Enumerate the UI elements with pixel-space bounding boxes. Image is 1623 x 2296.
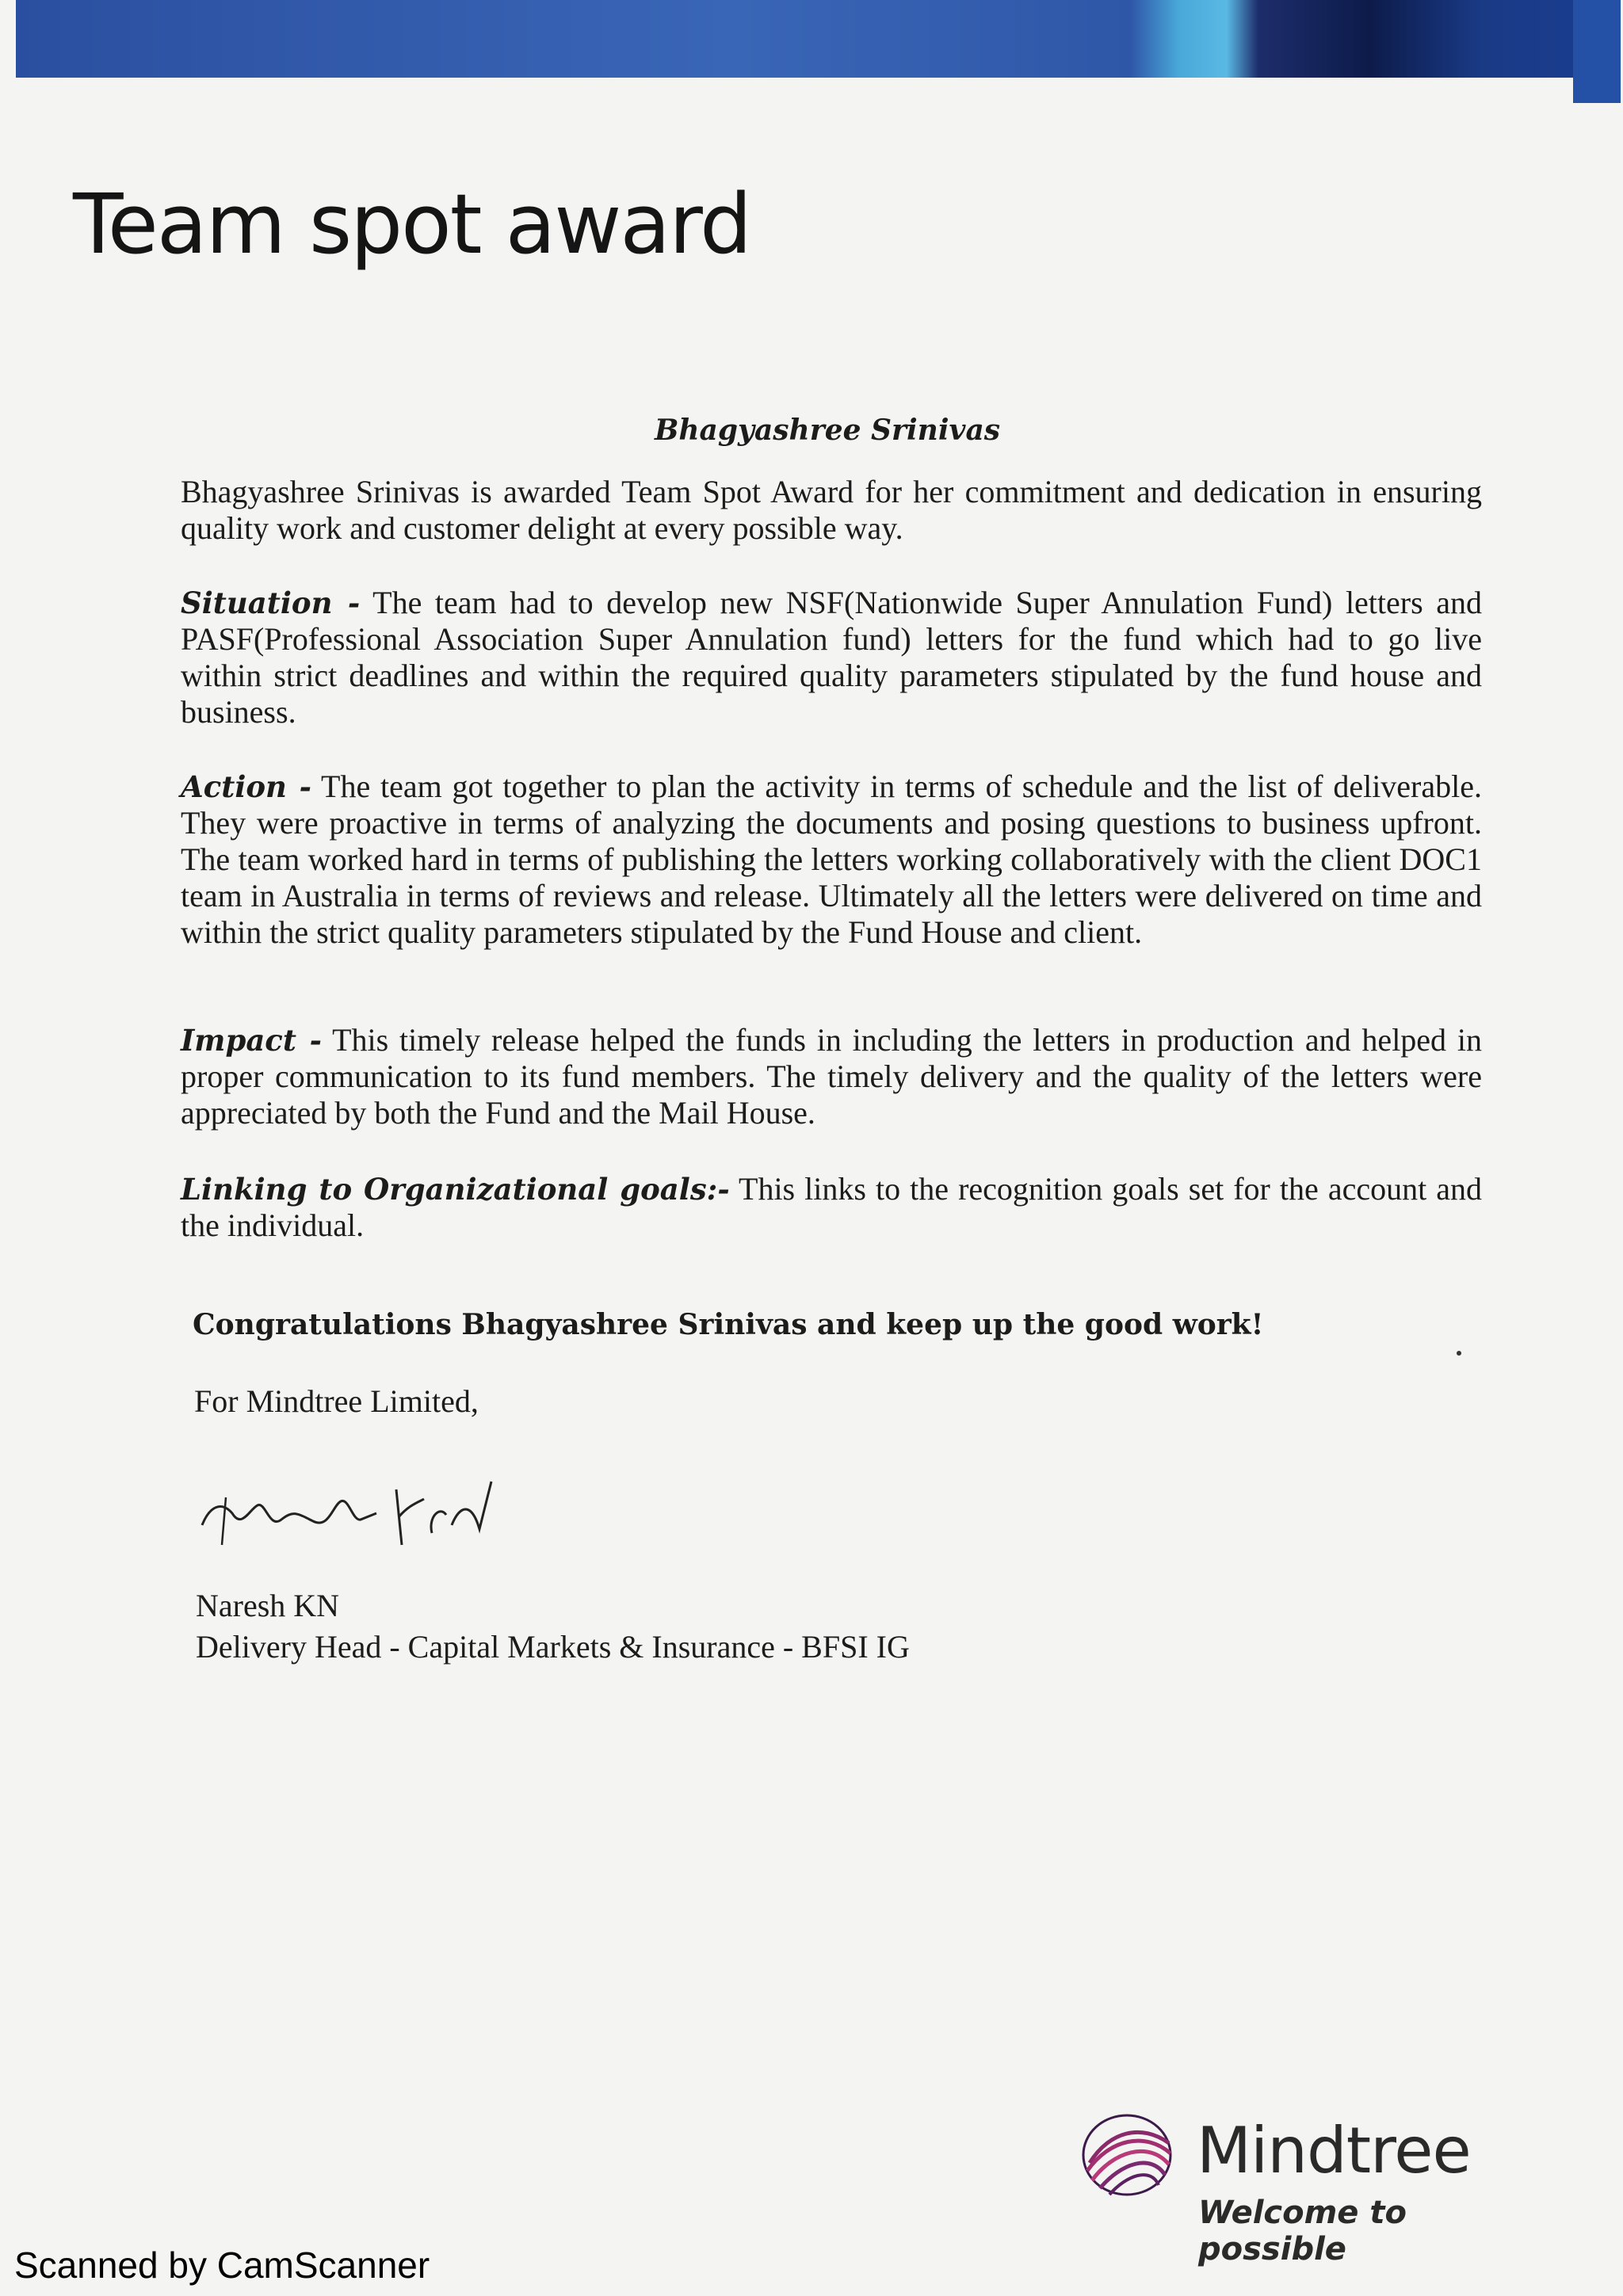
situation-label: Situation - xyxy=(181,585,361,620)
intro-paragraph: Bhagyashree Srinivas is awarded Team Spot Award for her commitment and dedication in ensuring quality work and customer delight at every possible way. xyxy=(181,474,1482,546)
congratulations-line: Congratulations Bhagyashree Srinivas and keep up the good work! xyxy=(193,1308,1264,1341)
header-color-band xyxy=(16,0,1609,78)
stray-dot xyxy=(1457,1351,1461,1356)
page-title: Team spot award xyxy=(73,176,751,273)
signer-name: Naresh KN xyxy=(196,1588,340,1623)
signer-role: Delivery Head - Capital Markets & Insurance - BFSI IG xyxy=(196,1629,910,1665)
brand-tagline: Welcome to possible xyxy=(1198,2195,1407,2267)
goals-paragraph xyxy=(181,1171,1482,1244)
action-paragraph xyxy=(181,769,1482,951)
action-text: The team got together to plan the activity in terms of schedule and the list of deliverable. They were proactive in terms of analyzing the documents and posing questions to business upfront. The team worked hard in terms of publishing the letters working collaboratively with the client DOC1 team in Australia in terms of reviews and release. Ultimately all the letters were delivered on time and within the strict quality parameters stipulated by the Fund House and client. xyxy=(181,769,1483,950)
company-line: For Mindtree Limited, xyxy=(194,1383,479,1419)
impact-paragraph xyxy=(181,1022,1482,1131)
action-label: Action - xyxy=(181,769,311,804)
header-color-band-edge xyxy=(1573,0,1621,103)
impact-text: This timely release helped the funds in including the letters in production and helped in proper communication to its fund members. The timely delivery and the quality of the letters were appreciated by both the Fund and the Mail House. xyxy=(181,1022,1482,1131)
brand-name: Mindtree xyxy=(1197,2114,1471,2187)
signature-image xyxy=(194,1458,527,1561)
impact-label: Impact - xyxy=(181,1023,322,1058)
mindtree-globe-icon xyxy=(1078,2107,1181,2203)
goals-text: This links to the recognition goals set for the account and the individual. xyxy=(181,1171,1483,1243)
recipient-name: Bhagyashree Srinivas xyxy=(654,414,1001,447)
goals-label: Linking to Organizational goals:- xyxy=(181,1172,730,1207)
scanner-watermark: Scanned by CamScanner xyxy=(14,2245,430,2286)
situation-paragraph xyxy=(181,585,1482,730)
brand-block xyxy=(1078,2100,1553,2267)
situation-text: The team had to develop new NSF(Nationwide Super Annulation Fund) letters and PASF(Professional Association Super Annulation fund) letters for the fund which had to go live within strict deadlines and within the required quality parameters stipulated by the fund house and business. xyxy=(181,585,1483,730)
